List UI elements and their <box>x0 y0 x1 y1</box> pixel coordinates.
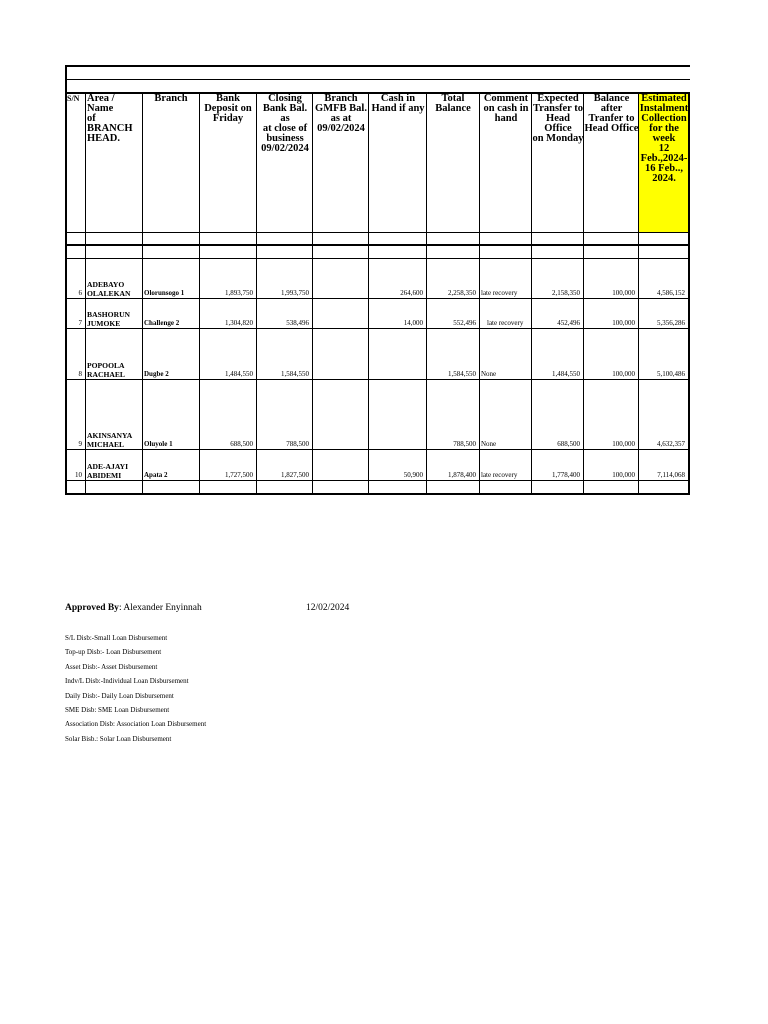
row-balance-after: 100,000 <box>612 471 635 479</box>
header-cash-in-hand: Cash in Hand if any <box>371 93 425 114</box>
bottom-border <box>65 493 690 495</box>
header-closing-bal: Closing Bank Bal. as at close of business 09/02/2024 <box>261 93 309 154</box>
row-border <box>65 328 690 329</box>
legend-item: S/L Disb:-Small Loan Disbursement <box>65 634 168 642</box>
row-expected-transfer: 1,484,550 <box>552 370 580 378</box>
header-comment: Comment on cash in hand <box>483 93 529 124</box>
row-total-balance: 552,496 <box>453 319 476 327</box>
row-sn: 6 <box>78 289 82 297</box>
report-table <box>65 65 690 495</box>
row-closing-bal: 1,993,750 <box>281 289 309 297</box>
legend-item: Association Disb: Association Loan Disbursement <box>65 720 207 729</box>
column-divider <box>142 92 143 494</box>
header-balance-after: Balance after Tranfer to Head Office <box>584 93 639 134</box>
row-expected-transfer: 2,158,350 <box>552 289 580 297</box>
legend-item: Top-up Disb:- Loan Disbursement <box>65 648 162 657</box>
approval-line <box>65 603 202 613</box>
row-estimated: 5,100,486 <box>657 370 685 378</box>
row-bank-deposit: 1,727,500 <box>225 471 253 479</box>
row-bank-deposit: 688,500 <box>230 440 253 448</box>
row-expected-transfer: 452,496 <box>557 319 580 327</box>
row-total-balance: 1,878,400 <box>448 471 476 479</box>
row-sn: 10 <box>75 471 82 479</box>
column-divider <box>479 92 480 494</box>
row-balance-after: 100,000 <box>612 319 635 327</box>
row-sn: 7 <box>78 319 82 327</box>
row-border <box>65 480 690 481</box>
approval-date: 12/02/2024 <box>306 603 350 613</box>
row-branch: Olorunsogo 1 <box>144 289 185 297</box>
row-comment: late recovery <box>487 319 524 327</box>
row-balance-after: 100,000 <box>612 289 635 297</box>
row-expected-transfer: 1,778,400 <box>552 471 580 479</box>
header-expected-transfer: Expected Transfer to Head Office on Monday <box>532 93 584 144</box>
row-branch-head: AKINSANYA MICHAEL <box>87 431 133 449</box>
row-total-balance: 2,258,350 <box>448 289 476 297</box>
header-gmfb-bal: Branch GMFB Bal. as at 09/02/2024 <box>315 93 367 134</box>
legend-item: Solar Bisb.: Solar Loan Disbursement <box>65 734 172 743</box>
title-row-border <box>65 79 690 80</box>
legend-item: SME Disb: SME Loan Disbursement <box>65 706 170 714</box>
legend-item: Asset Disb:- Asset Disbursement <box>65 662 158 671</box>
row-cash-in-hand: 50,900 <box>403 471 423 479</box>
row-expected-transfer: 688,500 <box>557 440 580 448</box>
spacer-row-border <box>65 258 690 259</box>
approved-label: Approved By <box>65 603 119 613</box>
row-estimated: 5,356,286 <box>657 319 685 327</box>
header-branch: Branch <box>154 93 188 104</box>
row-branch: Dugbe 2 <box>144 370 169 378</box>
row-bank-deposit: 1,893,750 <box>225 289 253 297</box>
row-bank-deposit: 1,304,820 <box>225 319 253 327</box>
row-sn: 9 <box>78 440 82 448</box>
header-sn: S/N <box>67 94 80 103</box>
row-border <box>65 379 690 380</box>
row-branch: Apata 2 <box>144 471 168 479</box>
row-branch-head: ADEBAYO OLALEKAN <box>87 280 131 298</box>
legend-item: Indv/L Disb:-Individual Loan Disbursement <box>65 677 189 686</box>
row-closing-bal: 1,584,550 <box>281 370 309 378</box>
header-bottom-border <box>65 232 690 233</box>
top-border <box>65 65 690 67</box>
row-estimated: 7,114,068 <box>657 471 685 479</box>
left-border <box>65 65 67 495</box>
row-balance-after: 100,000 <box>612 370 635 378</box>
row-total-balance: 788,500 <box>453 440 476 448</box>
spacer-bottom-border <box>65 244 690 246</box>
row-sn: 8 <box>78 370 82 378</box>
row-total-balance: 1,584,550 <box>448 370 476 378</box>
row-comment: None <box>481 440 497 448</box>
row-branch-head: POPOOLA RACHAEL <box>87 361 125 379</box>
row-border <box>65 449 690 450</box>
row-cash-in-hand: 14,000 <box>403 319 423 327</box>
column-divider <box>85 92 86 494</box>
row-branch: Oluyole 1 <box>144 440 173 448</box>
row-estimated: 4,632,357 <box>657 440 685 448</box>
header-bank-deposit: Bank Deposit on Friday <box>204 93 252 124</box>
row-closing-bal: 538,496 <box>286 319 309 327</box>
row-branch-head: BASHORUN JUMOKE <box>87 310 131 328</box>
row-balance-after: 100,000 <box>612 440 635 448</box>
row-closing-bal: 1,827,500 <box>281 471 309 479</box>
row-branch-head: ADE-AJAYI ABIDEMI <box>87 462 129 480</box>
row-comment: late recovery <box>481 471 518 479</box>
row-comment: late recovery <box>481 289 518 297</box>
row-cash-in-hand: 264,600 <box>400 289 423 297</box>
row-estimated: 4,586,152 <box>657 289 685 297</box>
row-comment: None <box>481 370 497 378</box>
row-closing-bal: 788,500 <box>286 440 309 448</box>
header-estimated: Estimated Instalment Collection for the week 12 Feb.,2024- 16 Feb.., 2024. <box>639 93 689 184</box>
header-area: Area / Name of BRANCH HEAD. <box>87 93 133 144</box>
row-border <box>65 298 690 299</box>
legend-item: Daily Disb:- Daily Loan Disbursement <box>65 691 174 700</box>
approved-by: : Alexander Enyinnah <box>118 603 202 613</box>
row-bank-deposit: 1,484,550 <box>225 370 253 378</box>
row-branch: Challenge 2 <box>144 319 180 327</box>
header-total-balance: Total Balance <box>435 93 471 114</box>
